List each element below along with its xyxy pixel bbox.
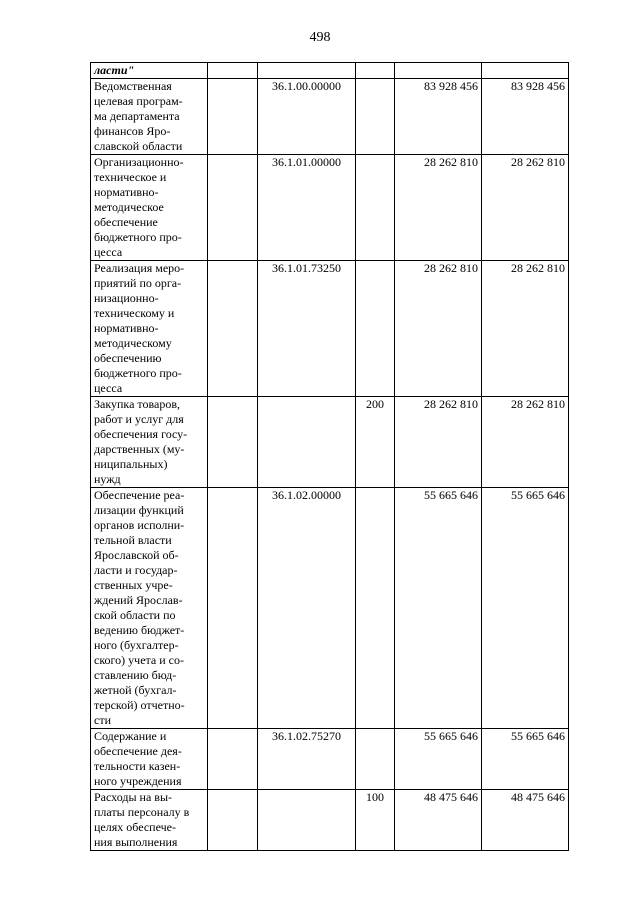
- item-name-line: целях обеспече-: [94, 820, 176, 834]
- empty-cell: [356, 63, 395, 79]
- item-name-line: целевая програм-: [94, 94, 183, 108]
- empty-cell: [208, 397, 258, 488]
- empty-cell: [208, 729, 258, 790]
- item-name-line: ской области по: [94, 608, 176, 622]
- item-name-line: обеспечение дея-: [94, 744, 182, 758]
- item-name-line: приятий по орга-: [94, 276, 182, 290]
- item-name-line: Реализация меро-: [94, 261, 185, 275]
- item-name-line: ма департамента: [94, 109, 180, 123]
- item-name-cell: [91, 155, 208, 261]
- item-name-line: лизации функций: [94, 503, 184, 517]
- item-name-cell: [91, 790, 208, 851]
- amount-cell-2: 83 928 456: [482, 79, 569, 155]
- item-name-line: тельной власти: [94, 533, 172, 547]
- item-name-line: Содержание и: [94, 729, 167, 743]
- item-name-line: Ярославской об-: [94, 548, 179, 562]
- amount-cell-1: 28 262 810: [395, 397, 482, 488]
- item-name-cell: [91, 488, 208, 729]
- item-name-line: финансов Яро-: [94, 124, 171, 138]
- empty-cell: [208, 155, 258, 261]
- amount-cell-2: 48 475 646: [482, 790, 569, 851]
- item-name-line: сти: [94, 713, 111, 727]
- item-name-cell: [91, 397, 208, 488]
- item-name-line: обеспечение: [94, 215, 158, 229]
- item-name-line: ного (бухгалтер-: [94, 638, 179, 652]
- item-name-cell: [91, 729, 208, 790]
- empty-cell: [395, 63, 482, 79]
- expense-type-cell: [356, 488, 395, 729]
- item-name-line: бюджетного про-: [94, 230, 182, 244]
- item-name-line: методическое: [94, 200, 164, 214]
- amount-cell-1: 55 665 646: [395, 488, 482, 729]
- page-number: 498: [309, 30, 331, 45]
- target-code-cell: 36.1.02.00000: [258, 488, 356, 729]
- empty-cell: [258, 63, 356, 79]
- item-name-line: Организационно-: [94, 155, 184, 169]
- item-name-line: бюджетного про-: [94, 366, 182, 380]
- item-name-line: терской) отчетно-: [94, 698, 185, 712]
- amount-cell-1: 28 262 810: [395, 261, 482, 397]
- item-name-line: ниципальных): [94, 457, 168, 471]
- item-name-line: ского) учета и со-: [94, 653, 184, 667]
- target-code-cell: [258, 397, 356, 488]
- item-name-line: ласти и государ-: [94, 563, 178, 577]
- empty-cell: [208, 63, 258, 79]
- table-row: [91, 261, 569, 397]
- amount-cell-1: 28 262 810: [395, 155, 482, 261]
- target-code-cell: 36.1.00.00000: [258, 79, 356, 155]
- item-name-line: работ и услуг для: [94, 412, 184, 426]
- item-name-line: Обеспечение реа-: [94, 488, 185, 502]
- item-name-line: дарственных (му-: [94, 442, 185, 456]
- item-name-line: техническое и: [94, 170, 167, 184]
- item-name-line: славской области: [94, 139, 183, 153]
- item-name-line: ния выполнения: [94, 835, 178, 849]
- expense-type-cell: [356, 155, 395, 261]
- item-name-line: жетной (бухгал-: [94, 683, 177, 697]
- expense-type-cell: [356, 79, 395, 155]
- amount-cell-2: 28 262 810: [482, 261, 569, 397]
- item-name-line: Расходы на вы-: [94, 790, 173, 804]
- item-name-line: ставлению бюд-: [94, 668, 177, 682]
- empty-cell: [208, 79, 258, 155]
- table-row: [91, 79, 569, 155]
- item-name-line: платы персоналу в: [94, 805, 190, 819]
- item-name-line: ведению бюджет-: [94, 623, 185, 637]
- amount-cell-2: 55 665 646: [482, 729, 569, 790]
- item-name-line: тельности казен-: [94, 759, 181, 773]
- target-code-cell: 36.1.01.73250: [258, 261, 356, 397]
- item-name-line: цесса: [94, 381, 123, 395]
- empty-cell: [208, 488, 258, 729]
- empty-cell: [208, 261, 258, 397]
- amount-cell-1: 48 475 646: [395, 790, 482, 851]
- item-name-line: органов исполни-: [94, 518, 185, 532]
- table-row: [91, 155, 569, 261]
- target-code-cell: 36.1.01.00000: [258, 155, 356, 261]
- amount-cell-1: 55 665 646: [395, 729, 482, 790]
- table-row: [91, 488, 569, 729]
- item-name-line: нормативно-: [94, 185, 159, 199]
- item-name-cell: [91, 79, 208, 155]
- target-code-cell: 36.1.02.75270: [258, 729, 356, 790]
- target-code-cell: [258, 790, 356, 851]
- continuation-cell: ласти": [91, 63, 208, 79]
- item-name-line: обеспечению: [94, 351, 162, 365]
- item-name-line: ного учреждения: [94, 774, 182, 788]
- amount-cell-2: 55 665 646: [482, 488, 569, 729]
- empty-cell: [208, 790, 258, 851]
- expense-type-cell: 100: [356, 790, 395, 851]
- table-row: [91, 397, 569, 488]
- budget-table: [90, 62, 569, 851]
- item-name-line: Ведомственная: [94, 79, 172, 93]
- item-name-line: ственных учре-: [94, 578, 173, 592]
- table-row: [91, 790, 569, 851]
- table-row: [91, 729, 569, 790]
- item-name-line: низационно-: [94, 291, 159, 305]
- item-name-line: нужд: [94, 472, 121, 486]
- expense-type-cell: [356, 729, 395, 790]
- item-name-line: методическому: [94, 336, 172, 350]
- item-name-line: техническому и: [94, 306, 175, 320]
- amount-cell-1: 83 928 456: [395, 79, 482, 155]
- expense-type-cell: 200: [356, 397, 395, 488]
- item-name-line: цесса: [94, 245, 123, 259]
- item-name-line: обеспечения госу-: [94, 427, 188, 441]
- amount-cell-2: 28 262 810: [482, 155, 569, 261]
- item-name-line: ждений Ярослав-: [94, 593, 183, 607]
- item-name-line: нормативно-: [94, 321, 159, 335]
- item-name-line: Закупка товаров,: [94, 397, 180, 411]
- amount-cell-2: 28 262 810: [482, 397, 569, 488]
- empty-cell: [482, 63, 569, 79]
- item-name-cell: [91, 261, 208, 397]
- expense-type-cell: [356, 261, 395, 397]
- continuation-row: [91, 63, 569, 79]
